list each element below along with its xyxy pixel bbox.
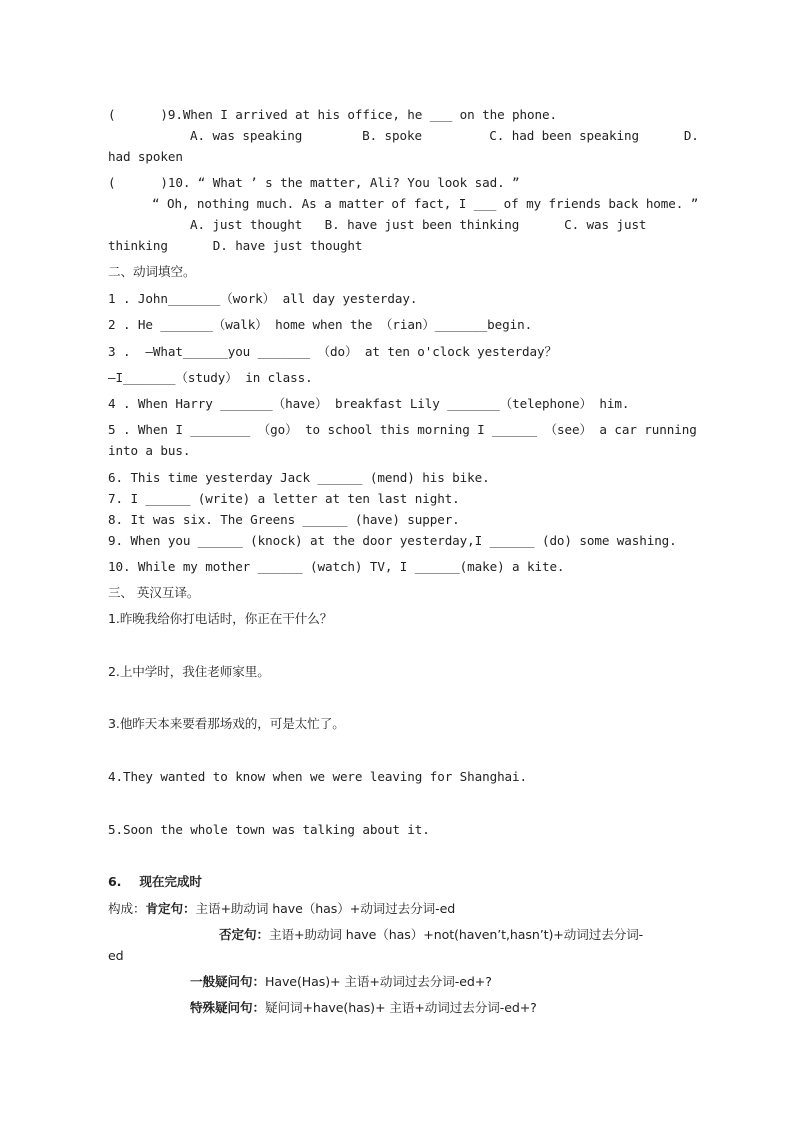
structure-negative — [219, 927, 643, 943]
q10-options: A. just thought B. have just been thinking C. was just — [190, 217, 647, 232]
general-question-text: Have(Has)+ 主语+动词过去分词-ed+? — [264, 974, 492, 989]
q10-stem: ( )10. “ What ’ s the matter, Ali? You look sad. ” — [108, 175, 520, 190]
section6-title: 现在完成时 — [139, 874, 202, 889]
q9-stem: ( )9.When I arrived at his office, he ___ on the phone. — [108, 107, 557, 122]
negative-text: 主语+助动词 have（has）+not(haven’t,hasn’t)+动词过去分词- — [268, 927, 644, 942]
fill-item: —I_______（study） in class. — [108, 370, 313, 385]
q9-options: A. was speaking B. spoke C. had been speaking D. — [190, 128, 699, 143]
fill-item: 2 . He _______（walk） home when the （rian）_______begin. — [108, 317, 533, 332]
structure-affirmative — [108, 901, 455, 917]
fill-item: 7. I ______ (write) a letter at ten last night. — [108, 491, 460, 506]
affirmative-text: 主语+助动词 have（has）+动词过去分词-ed — [195, 901, 456, 916]
section6-number: 6. — [108, 874, 122, 889]
fill-item-wrap: into a bus. — [108, 443, 191, 458]
fill-item: 4 . When Harry _______（have） breakfast Lily _______（telephone） him. — [108, 396, 630, 411]
fill-item: 6. This time yesterday Jack ______ (mend) his bike. — [108, 470, 490, 485]
structure-label: 构成： — [108, 901, 146, 916]
special-question-text: 疑问词+have(has)+ 主语+动词过去分词-ed+? — [264, 1000, 537, 1015]
q9-options-wrap: had spoken — [108, 149, 183, 164]
fill-item: 9. When you ______ (knock) at the door yesterday,I ______ (do) some washing. — [108, 533, 677, 548]
fill-item: 10. While my mother ______ (watch) TV, I ______(make) a kite. — [108, 559, 565, 574]
translate-item: 2.上中学时，我住老师家里。 — [108, 664, 270, 679]
translate-item: 3.他昨天本来要看那场戏的，可是太忙了。 — [108, 716, 345, 731]
translate-item: 4.They wanted to know when we were leaving for Shanghai. — [108, 769, 527, 784]
q10-reply: “ Oh, nothing much. As a matter of fact, I ___ of my friends back home. ” — [152, 196, 699, 211]
fill-item: 8. It was six. The Greens ______ (have) supper. — [108, 512, 460, 527]
special-question-label: 特殊疑问句： — [190, 1000, 265, 1015]
fill-item: 5 . When I ________ （go） to school this morning I ______ （see） a car running — [108, 422, 697, 437]
translate-item: 1.昨晚我给你打电话时，你正在干什么？ — [108, 611, 333, 626]
fill-item: 3 . —What______you _______ （do） at ten o'clock yesterday？ — [108, 344, 557, 359]
structure-special-question — [190, 1000, 537, 1016]
fill-item: 1 . John_______（work） all day yesterday. — [108, 291, 418, 306]
section2-heading: 二、动词填空。 — [108, 264, 196, 279]
q10-options-wrap: thinking D. have just thought — [108, 238, 363, 253]
general-question-label: 一般疑问句： — [190, 974, 265, 989]
section3-heading: 三、 英汉互译。 — [108, 585, 200, 600]
negative-text-wrap: ed — [108, 948, 124, 963]
negative-label: 否定句： — [219, 927, 269, 942]
structure-general-question — [190, 974, 492, 990]
translate-item: 5.Soon the whole town was talking about it. — [108, 822, 430, 837]
affirmative-label: 肯定句： — [145, 901, 196, 916]
section6-heading — [108, 874, 202, 890]
